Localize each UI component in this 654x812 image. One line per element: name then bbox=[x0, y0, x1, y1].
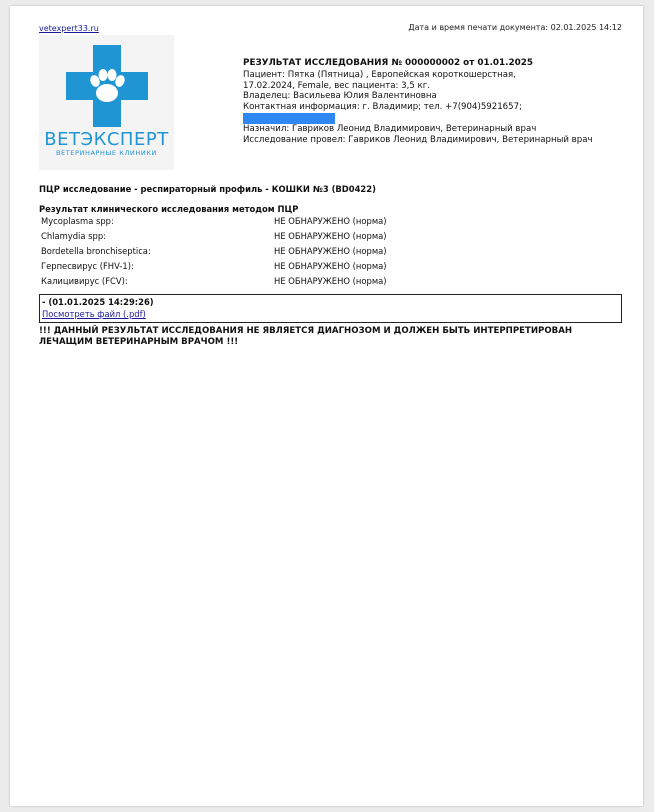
report-title: РЕЗУЛЬТАТ ИССЛЕДОВАНИЯ № 000000002 от 01.01.2025 bbox=[243, 58, 534, 68]
attachment-box bbox=[39, 294, 622, 323]
report-header bbox=[243, 58, 633, 146]
owner-info: Владелец: Васильева Юлия Валентиновна bbox=[243, 91, 437, 102]
print-date: Дата и время печати документа: 02.01.2025 14:12 bbox=[408, 23, 622, 32]
result-row bbox=[41, 216, 541, 231]
results-title: Результат клинического исследования методом ПЦР bbox=[39, 204, 299, 214]
results-table bbox=[41, 216, 541, 291]
result-name: Калицивирус (FCV): bbox=[41, 276, 128, 286]
logo-title: ВЕТЭКСПЕРТ bbox=[44, 129, 169, 150]
site-link[interactable]: vetexpert33.ru bbox=[39, 24, 99, 33]
result-value: НЕ ОБНАРУЖЕНО (норма) bbox=[274, 231, 387, 241]
result-value: НЕ ОБНАРУЖЕНО (норма) bbox=[274, 261, 387, 271]
result-name: Bordetella bronchiseptica: bbox=[41, 246, 151, 256]
patient-info-line2: 17.02.2024, Female, вес пациента: 3,5 кг. bbox=[243, 80, 430, 91]
document-page bbox=[10, 6, 643, 806]
disclaimer-warning: !!! ДАННЫЙ РЕЗУЛЬТАТ ИССЛЕДОВАНИЯ НЕ ЯВЛЯЕТСЯ ДИАГНОЗОМ И ДОЛЖЕН БЫТЬ ИНТЕРПРЕТИРОВАН ЛЕЧАЩИМ ВЕТЕРИНАРНЫМ ВРАЧОМ !!! bbox=[39, 326, 573, 347]
result-value: НЕ ОБНАРУЖЕНО (норма) bbox=[274, 246, 387, 256]
result-name: Герпесвирус (FHV-1): bbox=[41, 261, 134, 271]
result-name: Mycoplasma spp: bbox=[41, 216, 114, 226]
contact-info: Контактная информация: г. Владимир; тел. +7(904)5921657; bbox=[243, 102, 522, 113]
result-row bbox=[41, 246, 541, 261]
clinic-logo bbox=[39, 35, 174, 170]
result-value: НЕ ОБНАРУЖЕНО (норма) bbox=[274, 216, 387, 226]
redacted-block bbox=[243, 113, 633, 124]
patient-info-line1: Пациент: Пятка (Пятница) , Европейская короткошерстная, bbox=[243, 69, 516, 80]
medical-cross-paw-icon bbox=[66, 45, 148, 127]
result-row bbox=[41, 231, 541, 246]
result-name: Chlamydia spp: bbox=[41, 231, 106, 241]
assigned-by: Назначил: Гавриков Леонид Владимирович, Ветеринарный врач bbox=[243, 123, 537, 134]
attachment-date: - (01.01.2025 14:29:26) bbox=[42, 297, 154, 307]
performed-by: Исследование провел: Гавриков Леонид Владимирович, Ветеринарный врач bbox=[243, 134, 593, 145]
study-title: ПЦР исследование - респираторный профиль - КОШКИ №3 (BD0422) bbox=[39, 184, 376, 194]
view-file-link[interactable]: Посмотреть файл (.pdf) bbox=[42, 309, 146, 319]
result-row bbox=[41, 276, 541, 291]
result-row bbox=[41, 261, 541, 276]
logo-subtitle: ВЕТЕРИНАРНЫЕ КЛИНИКИ bbox=[55, 149, 158, 157]
result-value: НЕ ОБНАРУЖЕНО (норма) bbox=[274, 276, 387, 286]
